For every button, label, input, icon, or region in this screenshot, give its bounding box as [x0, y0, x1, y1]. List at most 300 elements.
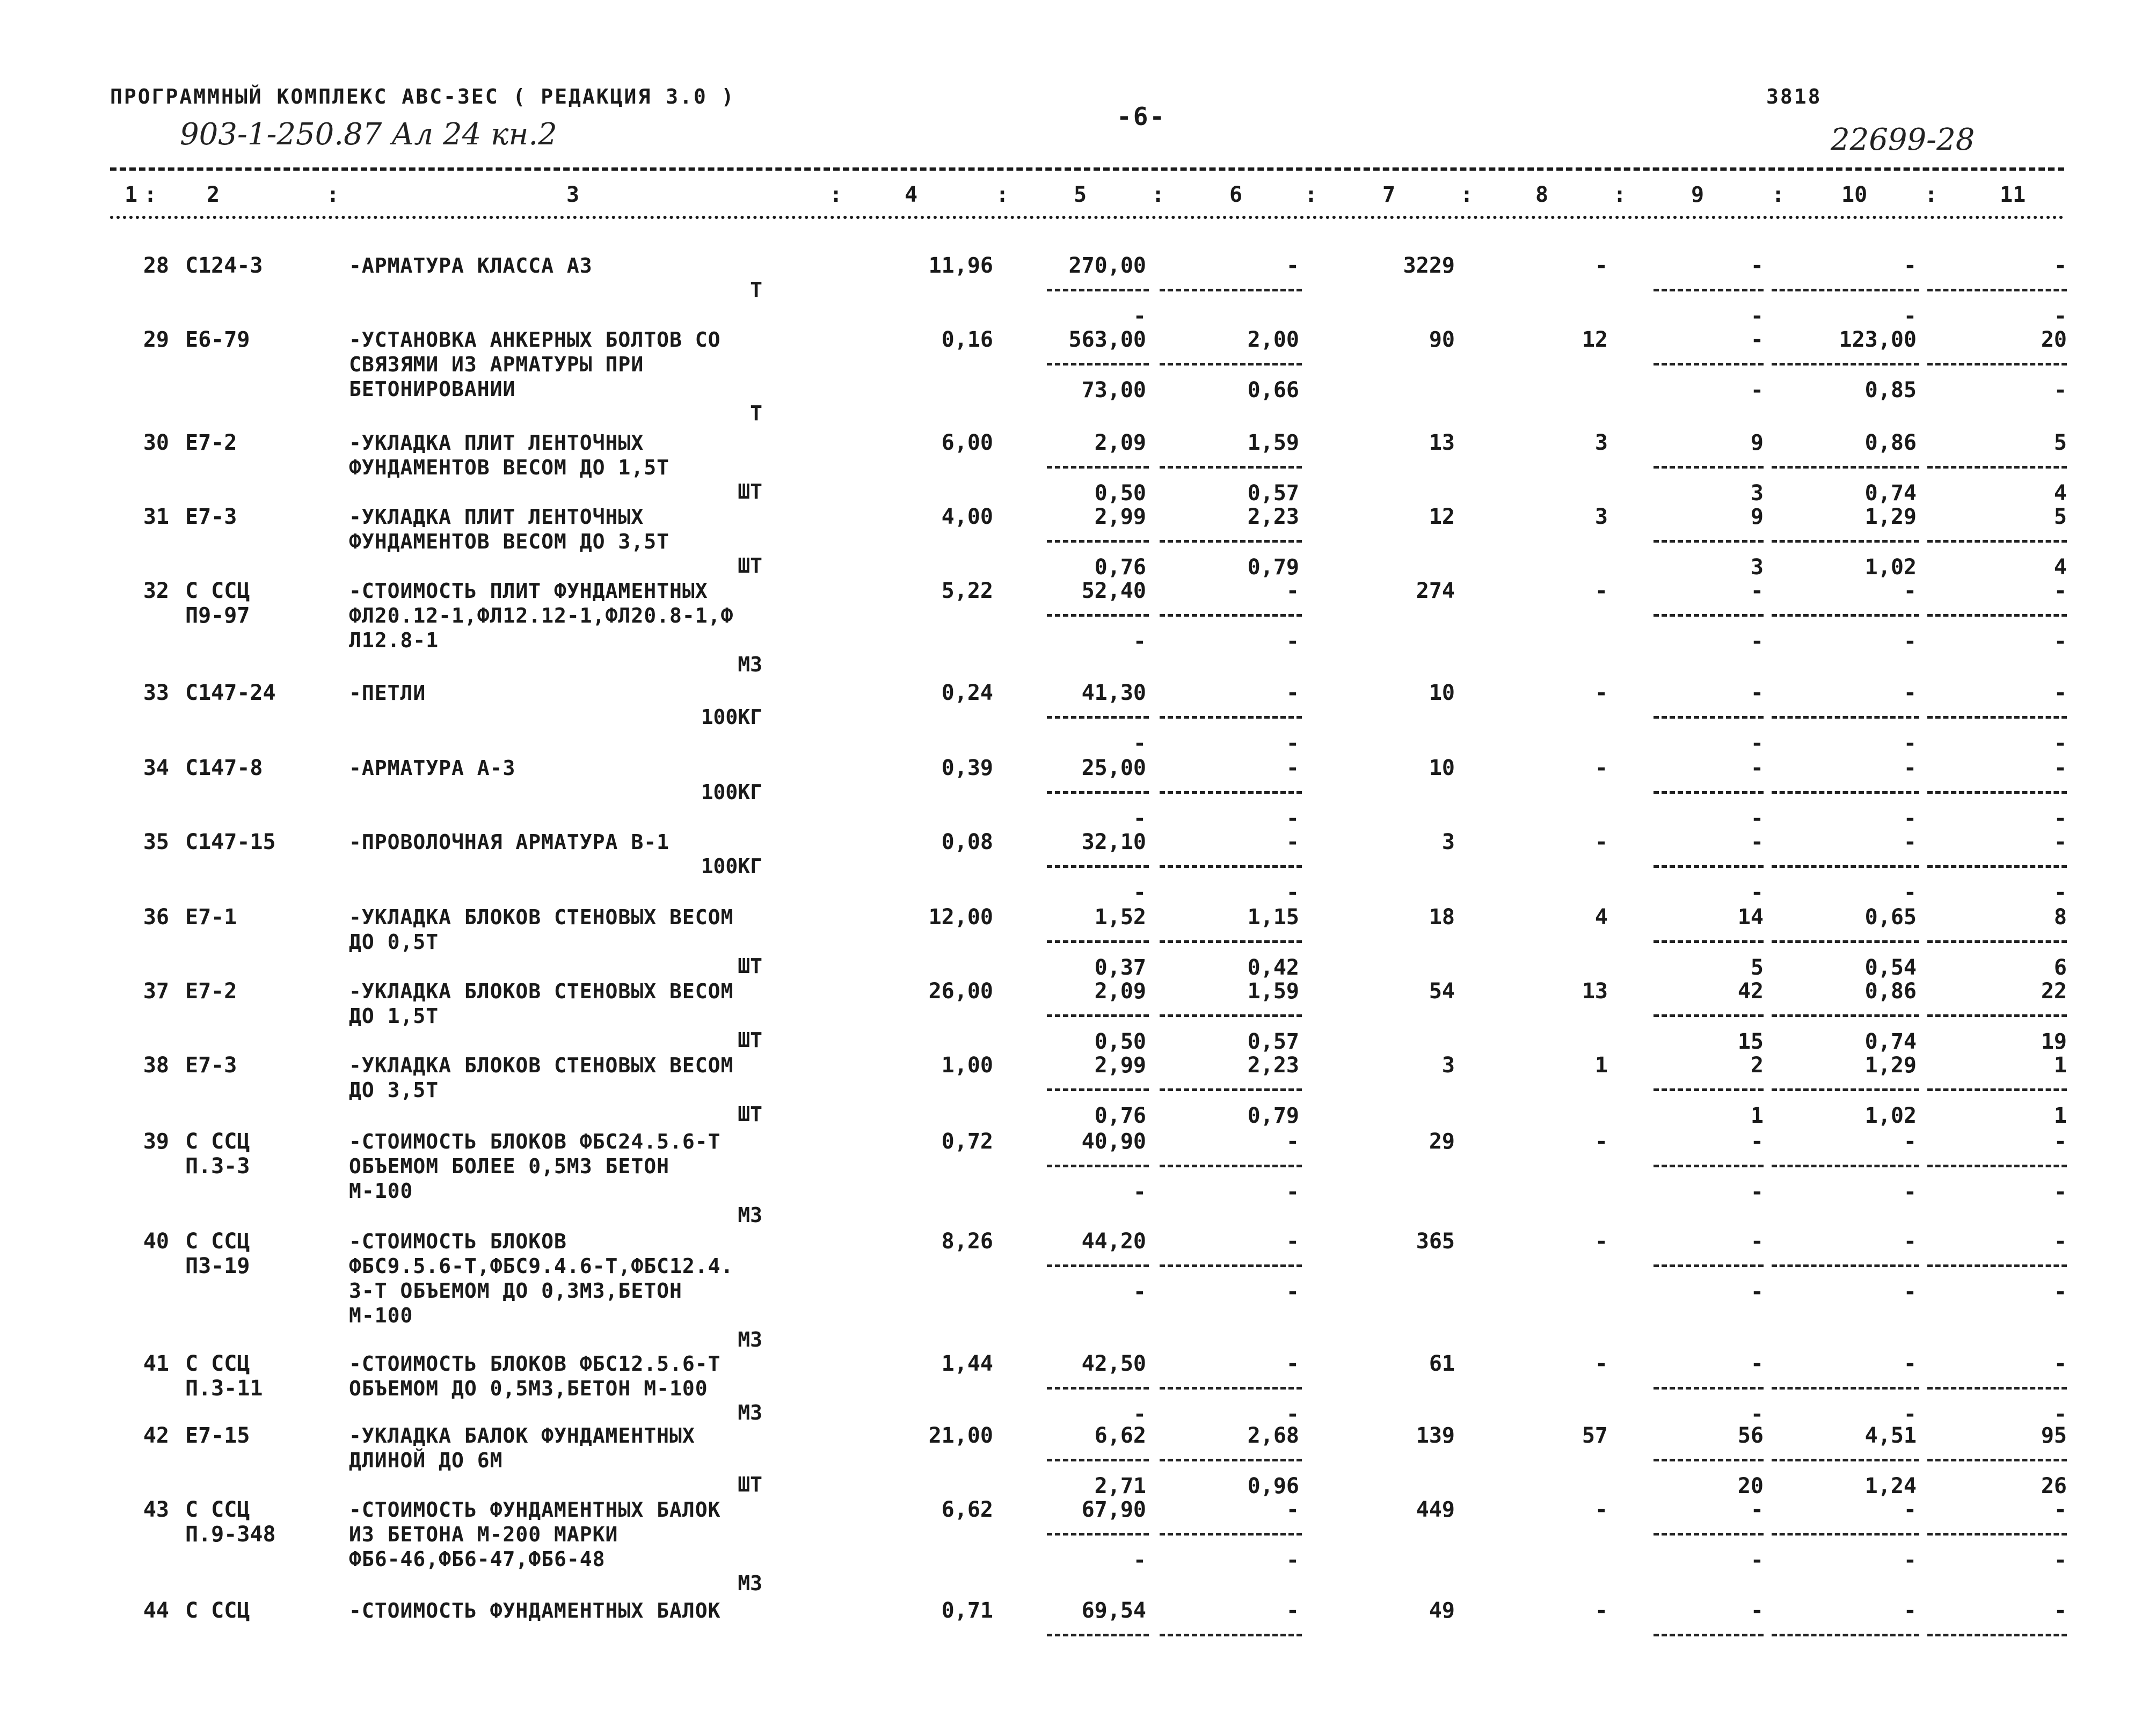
cell-c6: 1,59	[1247, 430, 1299, 455]
cell-c9: 2	[1750, 1053, 1764, 1078]
row-work-name: -УКЛАДКА БАЛОК ФУНДАМЕНТНЫХ ДЛИНОЙ ДО 6М	[349, 1424, 695, 1472]
cell-separator	[1772, 1533, 1919, 1535]
cell-c11b: -	[2053, 731, 2067, 756]
cell-c6b: -	[1286, 1180, 1299, 1204]
row-work-name: -УКЛАДКА ПЛИТ ЛЕНТОЧНЫХ ФУНДАМЕНТОВ ВЕСОМ ДО 1,5Т	[349, 431, 669, 479]
row-work-name: -УКЛАДКА БЛОКОВ СТЕНОВЫХ ВЕСОМ ДО 0,5Т	[349, 905, 734, 954]
cell-c9b: -	[1750, 880, 1764, 905]
program-title: ПРОГРАММНЫЙ КОМПЛЕКС АВС-ЗЕС ( РЕДАКЦИЯ 3.0 )	[110, 85, 735, 108]
cell-separator	[1047, 865, 1149, 868]
cell-c6: -	[1286, 830, 1299, 854]
row-number: 30	[143, 430, 169, 455]
cell-c5b: -	[1133, 1548, 1146, 1573]
cell-c8: -	[1594, 1129, 1608, 1154]
cell-c11: -	[2053, 681, 2067, 705]
cell-separator	[1654, 865, 1764, 868]
cell-c5b: -	[1133, 1279, 1146, 1304]
row-unit: ШТ	[738, 480, 762, 503]
cell-separator	[1160, 1387, 1302, 1390]
cell-c6: 1,15	[1247, 905, 1299, 930]
row-rate-code: Е7-15	[185, 1423, 250, 1448]
cell-separator	[1927, 1533, 2067, 1535]
col-divider: :	[1460, 182, 1474, 207]
cell-c6b: 0,42	[1247, 955, 1299, 980]
row-work-name: -СТОИМОСТЬ БЛОКОВ ФБС12.5.6-Т ОБЪЕМОМ ДО 0,5М3,БЕТОН М-100	[349, 1352, 721, 1400]
cell-c5b: 2,71	[1094, 1474, 1146, 1498]
cell-c11b: -	[2053, 1548, 2067, 1573]
cell-c8: -	[1594, 681, 1608, 705]
col-header-5: 5	[1074, 182, 1087, 207]
cell-separator	[1047, 1387, 1149, 1390]
cell-c10: 1,29	[1864, 504, 1917, 529]
cell-separator	[1047, 940, 1149, 943]
cell-c7: 3	[1441, 1053, 1455, 1078]
cell-c5: 25,00	[1081, 756, 1146, 780]
row-rate-code: С ССЦ П.3-3	[185, 1129, 250, 1179]
cell-c4: 21,00	[928, 1423, 993, 1448]
cell-separator	[1047, 1014, 1149, 1017]
cell-c6b: -	[1286, 1402, 1299, 1427]
cell-c11: 95	[2041, 1423, 2067, 1448]
cell-c7: 54	[1429, 979, 1455, 1004]
col-divider: :	[144, 182, 157, 207]
row-rate-code: С124-3	[185, 253, 263, 278]
cell-c11: -	[2053, 1497, 2067, 1522]
cell-separator	[1654, 466, 1764, 469]
cell-c9b: 1	[1750, 1103, 1764, 1128]
row-unit: ШТ	[738, 1102, 762, 1126]
cell-c10b: 0,54	[1864, 955, 1917, 980]
cell-c5b: 0,50	[1094, 1029, 1146, 1054]
cell-separator	[1654, 791, 1764, 794]
cell-c10b: -	[1903, 806, 1917, 831]
cell-c8: -	[1594, 1229, 1608, 1254]
cell-c10b: -	[1903, 731, 1917, 756]
cell-c5: 67,90	[1081, 1497, 1146, 1522]
cell-c11: -	[2053, 579, 2067, 603]
cell-separator	[1772, 1014, 1919, 1017]
cell-c4: 5,22	[941, 579, 993, 603]
row-rate-code: С147-15	[185, 830, 276, 854]
cell-c5: 2,99	[1094, 504, 1146, 529]
cell-separator	[1160, 614, 1302, 617]
cell-c7: 139	[1416, 1423, 1455, 1448]
row-unit: 100КГ	[701, 705, 762, 729]
row-rate-code: Е7-1	[185, 905, 237, 930]
row-rate-code: Е7-3	[185, 504, 237, 529]
cell-c9b: 20	[1737, 1474, 1764, 1498]
cell-separator	[1654, 1014, 1764, 1017]
cell-c11: 5	[2053, 430, 2067, 455]
cell-c9: -	[1750, 1351, 1764, 1376]
cell-c11: 20	[2041, 327, 2067, 352]
cell-c8: -	[1594, 830, 1608, 854]
row-unit: М3	[738, 1401, 762, 1424]
cell-c7: 29	[1429, 1129, 1455, 1154]
cell-c10: 0,65	[1864, 905, 1917, 930]
page-number: -6-	[1117, 102, 1167, 131]
cell-separator	[1047, 466, 1149, 469]
cell-c5: 1,52	[1094, 905, 1146, 930]
cell-c5: 2,99	[1094, 1053, 1146, 1078]
cell-separator	[1772, 791, 1919, 794]
cell-separator	[1160, 1533, 1302, 1535]
cell-c6: 2,00	[1247, 327, 1299, 352]
cell-c10b: 1,24	[1864, 1474, 1917, 1498]
row-number: 35	[143, 830, 169, 854]
cell-separator	[1160, 289, 1302, 291]
cell-c9: -	[1750, 1598, 1764, 1623]
handwritten-project-code: 903-1-250.87 Ал 24 кн.2	[180, 117, 557, 152]
cell-separator	[1927, 716, 2067, 719]
cell-c11: -	[2053, 1229, 2067, 1254]
cell-c9b: -	[1750, 1548, 1764, 1573]
cell-separator	[1047, 614, 1149, 617]
cell-c6: 2,68	[1247, 1423, 1299, 1448]
sheet-code: 3818	[1766, 85, 1822, 108]
header-top-rule	[110, 167, 2064, 171]
cell-separator	[1772, 1088, 1919, 1091]
cell-c7: 90	[1429, 327, 1455, 352]
cell-c5: 270,00	[1068, 253, 1146, 278]
cell-c9: -	[1750, 1497, 1764, 1522]
cell-c10: -	[1903, 681, 1917, 705]
cell-c9b: -	[1750, 304, 1764, 328]
cell-separator	[1927, 1264, 2067, 1267]
row-rate-code: С ССЦ П.3-11	[185, 1351, 263, 1401]
cell-c5: 2,09	[1094, 979, 1146, 1004]
cell-separator	[1160, 1264, 1302, 1267]
row-number: 34	[143, 756, 169, 780]
cell-separator	[1047, 1264, 1149, 1267]
cell-c5b: 0,37	[1094, 955, 1146, 980]
cell-c4: 0,08	[941, 830, 993, 854]
cell-separator	[1927, 289, 2067, 291]
cell-separator	[1047, 1634, 1149, 1636]
row-work-name: -УКЛАДКА БЛОКОВ СТЕНОВЫХ ВЕСОМ ДО 1,5Т	[349, 979, 734, 1028]
cell-separator	[1927, 363, 2067, 365]
cell-c7: 49	[1429, 1598, 1455, 1623]
cell-c11b: 26	[2041, 1474, 2067, 1498]
cell-separator	[1047, 363, 1149, 365]
cell-separator	[1160, 716, 1302, 719]
row-rate-code: Е7-3	[185, 1053, 237, 1078]
cell-c4: 4,00	[941, 504, 993, 529]
cell-c10b: -	[1903, 304, 1917, 328]
cell-c8: -	[1594, 579, 1608, 603]
cell-separator	[1047, 1533, 1149, 1535]
cell-separator	[1047, 716, 1149, 719]
cell-c6b: -	[1286, 1279, 1299, 1304]
cell-c10: -	[1903, 1497, 1917, 1522]
cell-separator	[1047, 1165, 1149, 1167]
cell-separator	[1927, 865, 2067, 868]
row-number: 42	[143, 1423, 169, 1448]
cell-separator	[1772, 1165, 1919, 1167]
cell-c5: 32,10	[1081, 830, 1146, 854]
cell-c8: -	[1594, 756, 1608, 780]
cell-c4: 0,24	[941, 681, 993, 705]
cell-separator	[1654, 940, 1764, 943]
cell-c5: 44,20	[1081, 1229, 1146, 1254]
cell-c10b: -	[1903, 1402, 1917, 1427]
cell-separator	[1160, 363, 1302, 365]
cell-c9b: -	[1750, 1279, 1764, 1304]
cell-c10b: 1,02	[1864, 1103, 1917, 1128]
row-number: 38	[143, 1053, 169, 1078]
cell-c6: -	[1286, 1129, 1299, 1154]
cell-c11: -	[2053, 1129, 2067, 1154]
cell-c9: 9	[1750, 504, 1764, 529]
cell-c9b: 5	[1750, 955, 1764, 980]
cell-separator	[1654, 1088, 1764, 1091]
row-unit: 100КГ	[701, 780, 762, 804]
cell-c9: 9	[1750, 430, 1764, 455]
cell-c9b: -	[1750, 378, 1764, 403]
cell-c6b: 0,57	[1247, 1029, 1299, 1054]
col-divider: :	[1772, 182, 1785, 207]
cell-separator	[1927, 1088, 2067, 1091]
header-bottom-rule	[110, 216, 2064, 219]
cell-c6b: 0,79	[1247, 555, 1299, 580]
cell-c10b: 0,74	[1864, 1029, 1917, 1054]
row-unit: М3	[738, 1203, 762, 1227]
cell-c9b: 15	[1737, 1029, 1764, 1054]
cell-c9b: -	[1750, 806, 1764, 831]
cell-separator	[1654, 1264, 1764, 1267]
cell-c9b: -	[1750, 1180, 1764, 1204]
col-header-10: 10	[1841, 182, 1868, 207]
cell-c10b: 0,74	[1864, 481, 1917, 506]
cell-c6: -	[1286, 253, 1299, 278]
row-number: 40	[143, 1229, 169, 1254]
row-number: 41	[143, 1351, 169, 1376]
row-work-name: -УКЛАДКА ПЛИТ ЛЕНТОЧНЫХ ФУНДАМЕНТОВ ВЕСОМ ДО 3,5Т	[349, 505, 669, 553]
cell-c6b: -	[1286, 629, 1299, 654]
cell-c10: -	[1903, 253, 1917, 278]
row-work-name: -СТОИМОСТЬ ФУНДАМЕНТНЫХ БАЛОК ИЗ БЕТОНА М-200 МАРКИ ФБ6-46,ФБ6-47,ФБ6-48	[349, 1498, 721, 1571]
cell-c5b: -	[1133, 1180, 1146, 1204]
cell-c5: 6,62	[1094, 1423, 1146, 1448]
row-number: 39	[143, 1129, 169, 1154]
col-header-3: 3	[566, 182, 580, 207]
cell-c5b: 0,50	[1094, 481, 1146, 506]
cell-c6b: 0,79	[1247, 1103, 1299, 1128]
cell-c5: 42,50	[1081, 1351, 1146, 1376]
cell-c4: 26,00	[928, 979, 993, 1004]
cell-c8: 1	[1594, 1053, 1608, 1078]
cell-c4: 0,71	[941, 1598, 993, 1623]
row-rate-code: С ССЦ П9-97	[185, 579, 250, 628]
cell-separator	[1927, 1459, 2067, 1461]
cell-c11: 5	[2053, 504, 2067, 529]
cell-separator	[1927, 466, 2067, 469]
cell-separator	[1160, 791, 1302, 794]
cell-c4: 8,26	[941, 1229, 993, 1254]
cell-c11b: -	[2053, 629, 2067, 654]
row-work-name: -СТОИМОСТЬ ПЛИТ ФУНДАМЕНТНЫХ ФЛ20.12-1,ФЛ12.12-1,ФЛ20.8-1,Ф Л12.8-1	[349, 579, 734, 652]
cell-c7: 365	[1416, 1229, 1455, 1254]
row-unit: Т	[750, 401, 762, 425]
cell-c10b: -	[1903, 1279, 1917, 1304]
row-number: 33	[143, 681, 169, 705]
cell-c5b: -	[1133, 1402, 1146, 1427]
cell-c10: -	[1903, 830, 1917, 854]
cell-separator	[1654, 363, 1764, 365]
cell-c8: -	[1594, 1497, 1608, 1522]
cell-c9: 42	[1737, 979, 1764, 1004]
cell-c6: -	[1286, 579, 1299, 603]
cell-separator	[1772, 540, 1919, 543]
cell-c6b: -	[1286, 880, 1299, 905]
cell-separator	[1927, 940, 2067, 943]
cell-c6: -	[1286, 681, 1299, 705]
col-header-9: 9	[1691, 182, 1705, 207]
cell-c8: -	[1594, 253, 1608, 278]
cell-c9: -	[1750, 681, 1764, 705]
row-number: 29	[143, 327, 169, 352]
cell-c11: -	[2053, 756, 2067, 780]
cell-separator	[1047, 1459, 1149, 1461]
cell-separator	[1654, 289, 1764, 291]
cell-c6b: 0,66	[1247, 378, 1299, 403]
cell-c10: -	[1903, 1129, 1917, 1154]
cell-c8: 12	[1582, 327, 1608, 352]
col-divider: :	[326, 182, 340, 207]
cell-c4: 0,39	[941, 756, 993, 780]
row-number: 37	[143, 979, 169, 1004]
cell-c10: 4,51	[1864, 1423, 1917, 1448]
row-number: 36	[143, 905, 169, 930]
row-unit: Т	[750, 278, 762, 302]
cell-c5: 41,30	[1081, 681, 1146, 705]
cell-c9: 14	[1737, 905, 1764, 930]
cell-c5: 69,54	[1081, 1598, 1146, 1623]
col-divider: :	[1305, 182, 1318, 207]
cell-c6b: 0,96	[1247, 1474, 1299, 1498]
cell-c6b: -	[1286, 1548, 1299, 1573]
cell-c10: -	[1903, 1229, 1917, 1254]
cell-c5b: -	[1133, 880, 1146, 905]
row-work-name: -ПРОВОЛОЧНАЯ АРМАТУРА В-1	[349, 830, 669, 854]
cell-c6: -	[1286, 756, 1299, 780]
cell-c5: 40,90	[1081, 1129, 1146, 1154]
cell-separator	[1654, 614, 1764, 617]
cell-c9b: -	[1750, 1402, 1764, 1427]
cell-c9: -	[1750, 1229, 1764, 1254]
cell-c7: 3	[1441, 830, 1455, 854]
cell-c10: -	[1903, 1351, 1917, 1376]
col-header-11: 11	[2000, 182, 2026, 207]
row-unit: М3	[738, 1328, 762, 1351]
cell-separator	[1772, 1634, 1919, 1636]
col-divider: :	[996, 182, 1009, 207]
cell-c6: -	[1286, 1229, 1299, 1254]
col-divider: :	[1925, 182, 1938, 207]
cell-c5b: 0,76	[1094, 555, 1146, 580]
cell-c11b: 19	[2041, 1029, 2067, 1054]
col-divider: :	[1152, 182, 1165, 207]
cell-c6: -	[1286, 1598, 1299, 1623]
row-work-name: -СТОИМОСТЬ ФУНДАМЕНТНЫХ БАЛОК	[349, 1599, 721, 1622]
cell-separator	[1927, 540, 2067, 543]
row-rate-code: Е6-79	[185, 327, 250, 352]
row-work-name: -УКЛАДКА БЛОКОВ СТЕНОВЫХ ВЕСОМ ДО 3,5Т	[349, 1054, 734, 1102]
cell-c7: 3229	[1403, 253, 1455, 278]
cell-c4: 6,00	[941, 430, 993, 455]
cell-c10b: 1,02	[1864, 555, 1917, 580]
cell-separator	[1160, 1014, 1302, 1017]
cell-c6: 2,23	[1247, 504, 1299, 529]
cell-c6b: -	[1286, 806, 1299, 831]
cell-c9: -	[1750, 1129, 1764, 1154]
cell-c5b: 0,76	[1094, 1103, 1146, 1128]
cell-c11b: -	[2053, 304, 2067, 328]
cell-c6b: 0,57	[1247, 481, 1299, 506]
row-unit: М3	[738, 1571, 762, 1595]
cell-c9b: 3	[1750, 555, 1764, 580]
row-unit: ШТ	[738, 954, 762, 978]
cell-separator	[1772, 1264, 1919, 1267]
cell-c10: 0,86	[1864, 430, 1917, 455]
cell-c11: 8	[2053, 905, 2067, 930]
cell-separator	[1160, 466, 1302, 469]
cell-c11b: -	[2053, 1279, 2067, 1304]
cell-c8: 57	[1582, 1423, 1608, 1448]
row-rate-code: С ССЦ П3-19	[185, 1229, 250, 1278]
row-work-name: -СТОИМОСТЬ БЛОКОВ ФБС9.5.6-Т,ФБС9.4.6-Т,ФБС12.4. 3-Т ОБЪЕМОМ ДО 0,3М3,БЕТОН М-100	[349, 1230, 734, 1327]
cell-c11: 22	[2041, 979, 2067, 1004]
cell-separator	[1654, 1459, 1764, 1461]
cell-c11b: 1	[2053, 1103, 2067, 1128]
cell-separator	[1772, 614, 1919, 617]
cell-c11b: 6	[2053, 955, 2067, 980]
cell-c5b: -	[1133, 304, 1146, 328]
cell-c4: 11,96	[928, 253, 993, 278]
cell-c9: -	[1750, 756, 1764, 780]
cell-c11b: -	[2053, 378, 2067, 403]
cell-separator	[1927, 1165, 2067, 1167]
cell-c4: 0,16	[941, 327, 993, 352]
cell-separator	[1927, 791, 2067, 794]
cell-separator	[1654, 1387, 1764, 1390]
cell-separator	[1772, 1387, 1919, 1390]
col-header-1: 1	[125, 182, 138, 207]
cell-c10: -	[1903, 756, 1917, 780]
cell-c10: 123,00	[1839, 327, 1917, 352]
row-unit: М3	[738, 653, 762, 676]
cell-c7: 13	[1429, 430, 1455, 455]
row-rate-code: Е7-2	[185, 979, 237, 1004]
cell-separator	[1772, 289, 1919, 291]
cell-c4: 1,00	[941, 1053, 993, 1078]
cell-separator	[1047, 791, 1149, 794]
cell-separator	[1654, 716, 1764, 719]
cell-c9: -	[1750, 327, 1764, 352]
row-rate-code: Е7-2	[185, 430, 237, 455]
cell-separator	[1772, 466, 1919, 469]
cell-c7: 449	[1416, 1497, 1455, 1522]
cell-c5: 52,40	[1081, 579, 1146, 603]
col-divider: :	[829, 182, 843, 207]
row-unit: 100КГ	[701, 854, 762, 878]
row-number: 28	[143, 253, 169, 278]
cell-c5b: 73,00	[1081, 378, 1146, 403]
cell-c10: -	[1903, 1598, 1917, 1623]
cell-c6: 2,23	[1247, 1053, 1299, 1078]
cell-c8: 13	[1582, 979, 1608, 1004]
cell-c9b: -	[1750, 629, 1764, 654]
